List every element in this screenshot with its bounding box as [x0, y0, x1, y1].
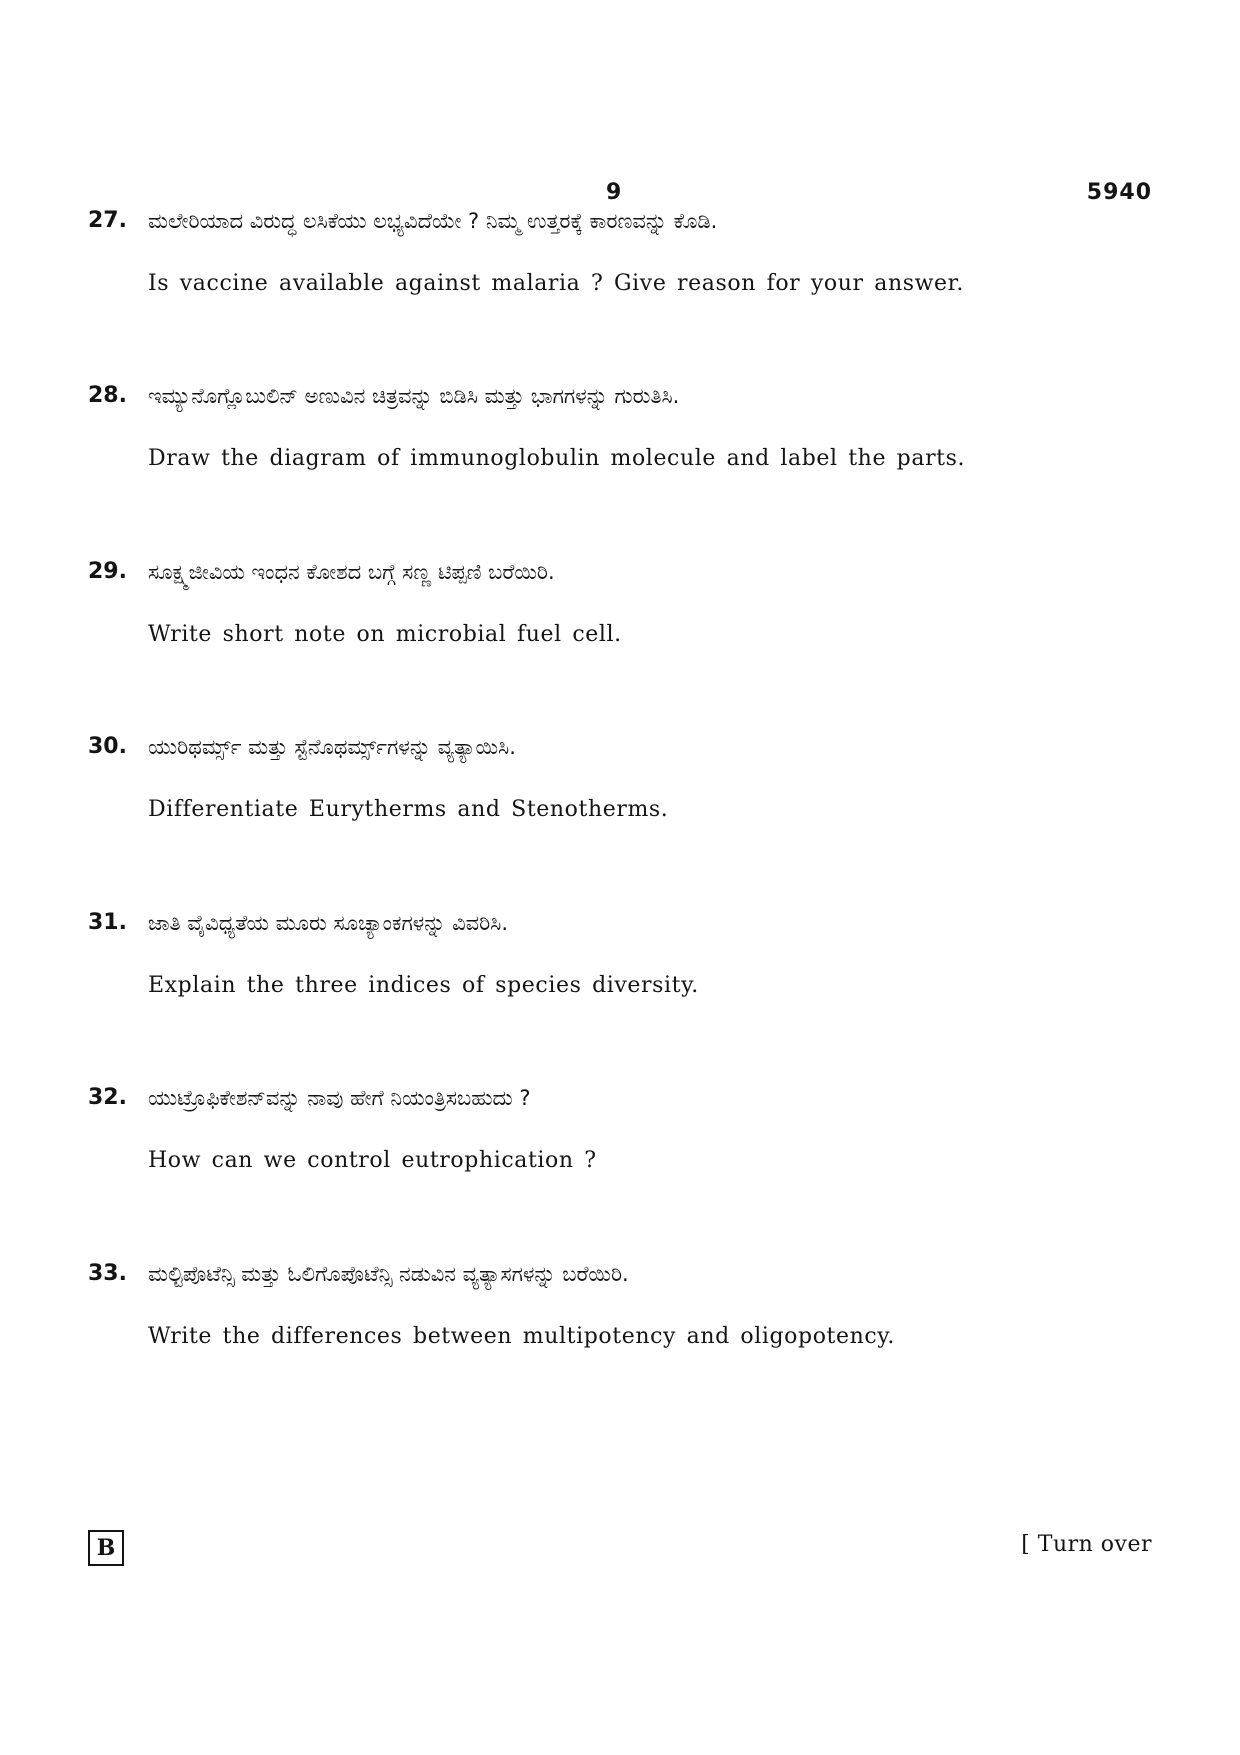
question-32	[88, 1083, 1158, 1203]
question-text-english: How can we control eutrophication ?	[148, 1148, 597, 1173]
question-text-english: Is vaccine available against malaria ? Give reason for your answer.	[148, 271, 964, 296]
question-33	[88, 1259, 1158, 1379]
paper-code: 5940	[1086, 180, 1152, 205]
question-number: 33.	[88, 1261, 127, 1286]
question-text-english: Draw the diagram of immunoglobulin molecule and label the parts.	[148, 446, 966, 471]
question-text-english: Write short note on microbial fuel cell.	[148, 622, 622, 647]
question-number: 28.	[88, 383, 127, 408]
question-27	[88, 206, 1158, 326]
question-text-english: Write the differences between multipotency and oligopotency.	[148, 1324, 896, 1349]
question-text-kannada: ಸೂಕ್ಷ್ಮಜೀವಿಯ ಇಂಧನ ಕೋಶದ ಬಗ್ಗೆ ಸಣ್ಣ ಟಿಪ್ಪಣಿ ಬರೆಯಿರಿ.	[148, 560, 555, 584]
question-number: 29.	[88, 559, 127, 584]
question-30	[88, 732, 1158, 852]
question-text-english: Explain the three indices of species diversity.	[148, 973, 699, 998]
question-number: 27.	[88, 208, 127, 233]
question-text-kannada: ಯುಟ್ರೊಫಿಕೇಶನ್‌ವನ್ನು ನಾವು ಹೇಗೆ ನಿಯಂತ್ರಿಸಬಹುದು ?	[148, 1086, 531, 1110]
question-text-kannada: ಇಮ್ಯುನೊಗ್ಲೊಬುಲಿನ್ ಅಣುವಿನ ಚಿತ್ರವನ್ನು ಬಿಡಿಸಿ ಮತ್ತು ಭಾಗಗಳನ್ನು ಗುರುತಿಸಿ.	[148, 384, 680, 408]
question-28	[88, 381, 1158, 501]
question-text-kannada: ಮಲ್ಟಿಪೊಟೆನ್ಸಿ ಮತ್ತು ಓಲಿಗೊಪೊಟೆನ್ಸಿ ನಡುವಿನ ವ್ಯತ್ಯಾಸಗಳನ್ನು ಬರೆಯಿರಿ.	[148, 1262, 629, 1286]
question-31	[88, 908, 1158, 1028]
question-29	[88, 557, 1158, 677]
question-number: 32.	[88, 1085, 127, 1110]
turn-over-note: [ Turn over	[1021, 1532, 1152, 1557]
page-number: 9	[606, 180, 622, 205]
question-text-kannada: ಮಲೇರಿಯಾದ ವಿರುದ್ಧ ಲಸಿಕೆಯು ಲಭ್ಯವಿದೆಯೇ ? ನಿಮ್ಮ ಉತ್ತರಕ್ಕೆ ಕಾರಣವನ್ನು ಕೊಡಿ.	[148, 209, 718, 233]
question-number: 31.	[88, 910, 127, 935]
question-text-english: Differentiate Eurytherms and Stenotherms.	[148, 797, 669, 822]
question-number: 30.	[88, 734, 127, 759]
question-paper-set-box: B	[88, 1530, 124, 1566]
question-text-kannada: ಯುರಿಥರ್ಮ್ಸ್ ಮತ್ತು ಸ್ಟೆನೊಥರ್ಮ್ಸ್‌ಗಳನ್ನು ವ್ಯತ್ಯಾಯಿಸಿ.	[148, 735, 516, 759]
question-text-kannada: ಜಾತಿ ವೈವಿಧ್ಯತೆಯ ಮೂರು ಸೂಚ್ಯಾಂಕಗಳನ್ನು ವಿವರಿಸಿ.	[148, 911, 509, 935]
